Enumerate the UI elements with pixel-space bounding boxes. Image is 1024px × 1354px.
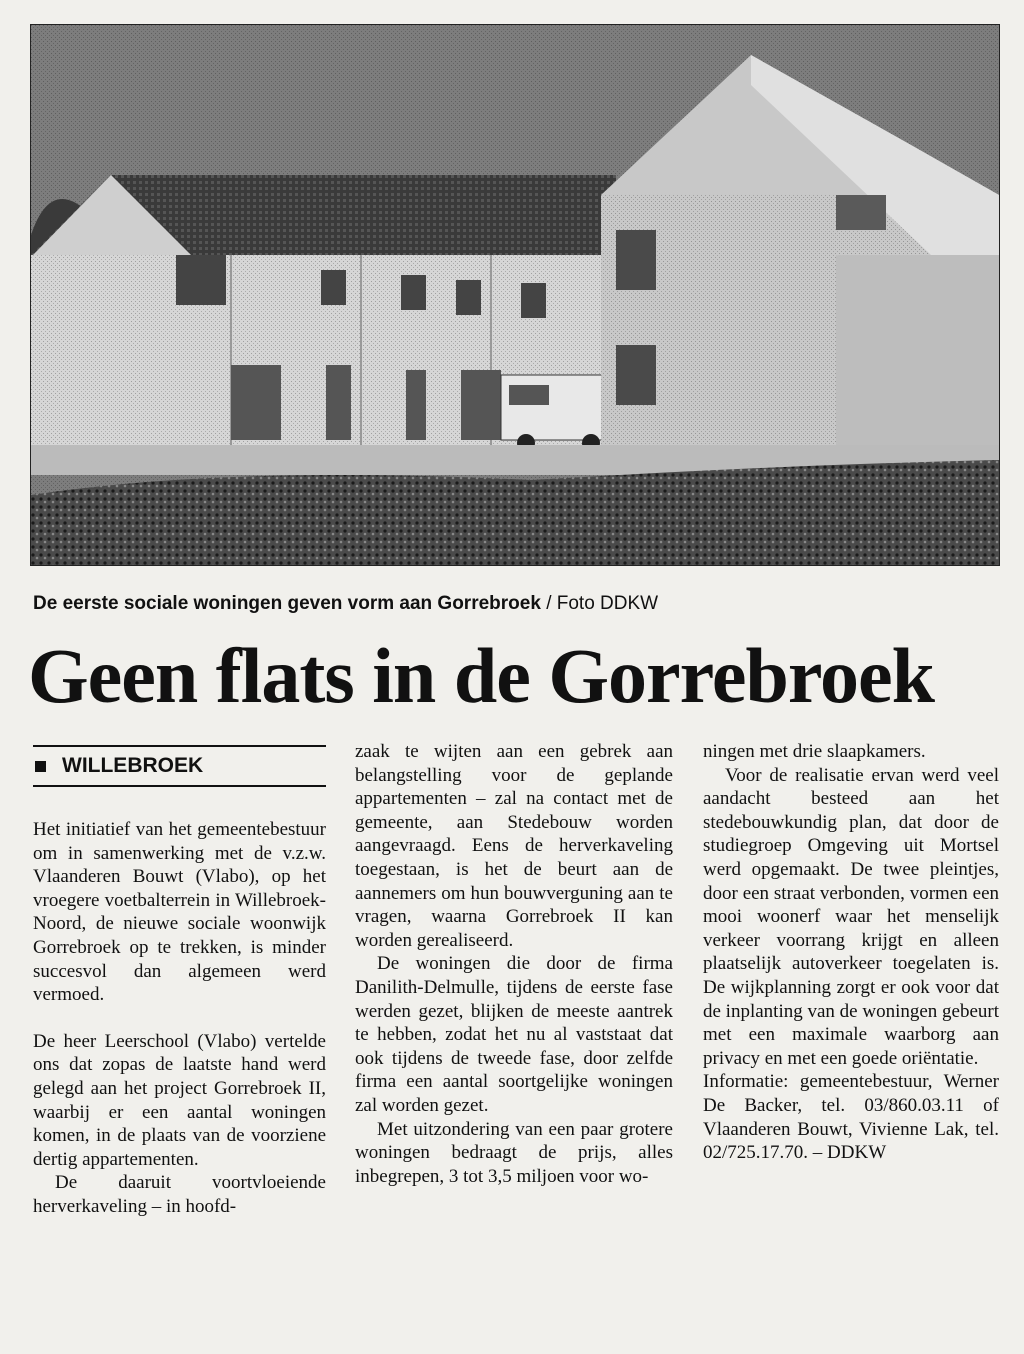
- contact-info: Informatie: gemeentebestuur, Werner De Backer, tel. 03/860.03.11 of Vlaanderen Bouwt, Vivienne Lak, tel. 02/725.17.70. – DDKW: [703, 1071, 999, 1164]
- paragraph: De woningen die door de firma Danilith-Delmulle, tijdens de eerste fase werden gezet, blijken de meeste aantrek te hebben, zodat het nu al vaststaat dat ook tijdens de tweede fase, door zelfde firma een aantal soortgelijke woningen zal worden gezet.: [355, 953, 673, 1116]
- location-kicker: [33, 745, 326, 787]
- news-photo: [30, 24, 1000, 566]
- paragraph: Met uitzondering van een paar grotere woningen bedraagt de prijs, alles inbegrepen, 3 tot 3,5 miljoen voor wo-: [355, 1118, 673, 1187]
- article-column-2: [355, 740, 673, 1188]
- photo-credit: / Foto DDKW: [540, 593, 659, 614]
- paragraph: Het initiatief van het gemeentebestuur om in samenwerking met de v.z.w. Vlaanderen Bouwt (Vlabo), op het vroegere voetbalterrein in Willebroek-Noord, de nieuwe sociale woonwijk Gorrebroek op te trekken, is minder succesvol dan algemeen werd vermoed.: [33, 819, 326, 1006]
- caption-text: De eerste sociale woningen geven vorm aan Gorrebroek: [33, 593, 541, 614]
- article-headline: Geen flats in de Gorrebroek: [28, 632, 935, 719]
- paragraph: De heer Leerschool (Vlabo) vertelde ons dat zopas de laatste hand werd gelegd aan het project Gorrebroek II, waarbij er een aantal woningen komen, in de plaats van de voorziene dertig appartementen.: [33, 1030, 326, 1170]
- paragraph: Voor de realisatie ervan werd veel aandacht besteed aan het stedebouwkundig plan, dat door de studiegroep Omgeving uit Mortsel werd opgemaakt. De twee pleintjes, door een straat verbonden, vormen een mooi woonerf waar het menselijk verkeer voorrang krijgt en alleen plaatselijk autoverkeer toegelaten is. De wijkplanning zorgt er ook voor dat de inplanting van de woningen gebeurt met een maximale waarborg aan privacy en met een goede oriëntatie.: [703, 764, 1000, 1069]
- kicker-label: WILLEBROEK: [62, 754, 204, 777]
- article-column-3: [703, 740, 999, 1165]
- photo-caption: [33, 592, 1013, 616]
- paragraph: zaak te wijten aan een gebrek aan belangstelling voor de geplande appartementen – zal na contact met de gemeente, aan Stedebouw worden aangevraagd. Eens de herverkaveling toegestaan, is het de beurt aan de aannemers om hun bouwverguning aan te vragen, waarna Gorrebroek II kan worden gerealiseerd.: [355, 741, 673, 951]
- paragraph: De daaruit voortvloeiende herverkaveling – in hoofd-: [33, 1172, 326, 1217]
- paragraph: ningen met drie slaapkamers.: [703, 741, 926, 762]
- square-bullet-icon: [35, 761, 46, 772]
- article-column-1: [33, 818, 326, 1219]
- housing-photo-illustration: [31, 25, 999, 565]
